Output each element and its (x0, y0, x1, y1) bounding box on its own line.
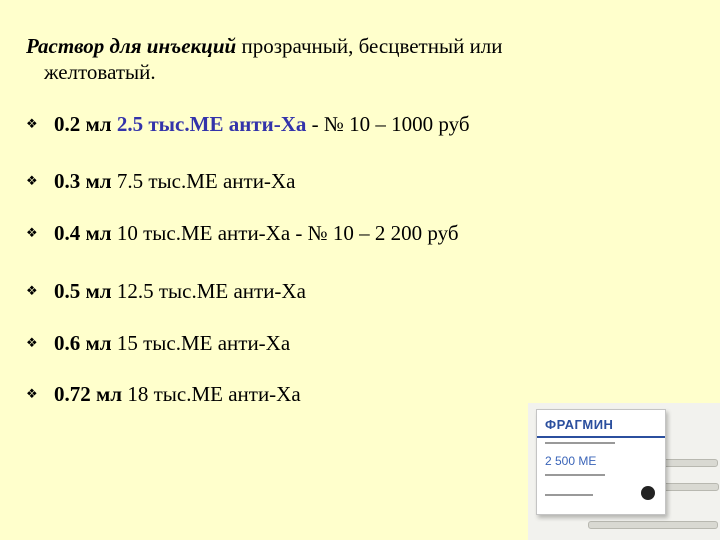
box-small-text (545, 474, 605, 476)
diamond-bullet-icon: ❖ (26, 283, 38, 299)
syringe-image (663, 483, 719, 491)
item-dose: 15 тыс.МЕ анти-Ха (116, 331, 291, 355)
diamond-bullet-icon: ❖ (26, 116, 38, 132)
medicine-box (536, 409, 666, 515)
item-volume: 0.2 мл (54, 112, 117, 136)
intro-rest: прозрачный, бесцветный или (236, 34, 503, 58)
list-item (26, 330, 290, 358)
item-volume: 0.6 мл (54, 331, 117, 355)
item-dose: 10 тыс.МЕ анти-Ха - № 10 – 2 200 руб (116, 221, 459, 245)
product-package-image (528, 403, 720, 540)
intro-paragraph (26, 33, 626, 85)
box-dose: 2 500 МЕ (545, 454, 597, 468)
list-item (26, 220, 459, 248)
box-stripe (537, 436, 665, 438)
item-dose: 7.5 тыс.МЕ анти-Ха (116, 169, 296, 193)
item-volume: 0.3 мл (54, 169, 117, 193)
manufacturer-logo (641, 486, 655, 500)
diamond-bullet-icon: ❖ (26, 225, 38, 241)
list-item (26, 381, 301, 409)
box-small-text (545, 442, 615, 444)
box-brand: ФРАГМИН (545, 417, 614, 432)
syringe-image (588, 521, 718, 529)
diamond-bullet-icon: ❖ (26, 386, 38, 402)
item-dose: 12.5 тыс.МЕ анти-Ха (116, 279, 306, 303)
list-item (26, 168, 295, 196)
item-dose: 18 тыс.МЕ анти-Ха (127, 382, 301, 406)
list-item (26, 111, 470, 139)
box-small-text (545, 494, 593, 496)
list-item (26, 278, 306, 306)
item-volume: 0.72 мл (54, 382, 128, 406)
diamond-bullet-icon: ❖ (26, 173, 38, 189)
item-dose: 2.5 тыс.МЕ анти-Ха (116, 112, 307, 136)
intro-continuation: желтоватый. (44, 60, 156, 84)
item-volume: 0.4 мл (54, 221, 117, 245)
item-volume: 0.5 мл (54, 279, 117, 303)
item-extra: - № 10 – 1000 руб (306, 112, 470, 136)
diamond-bullet-icon: ❖ (26, 335, 38, 351)
intro-lead: Раствор для инъекций (26, 34, 237, 58)
